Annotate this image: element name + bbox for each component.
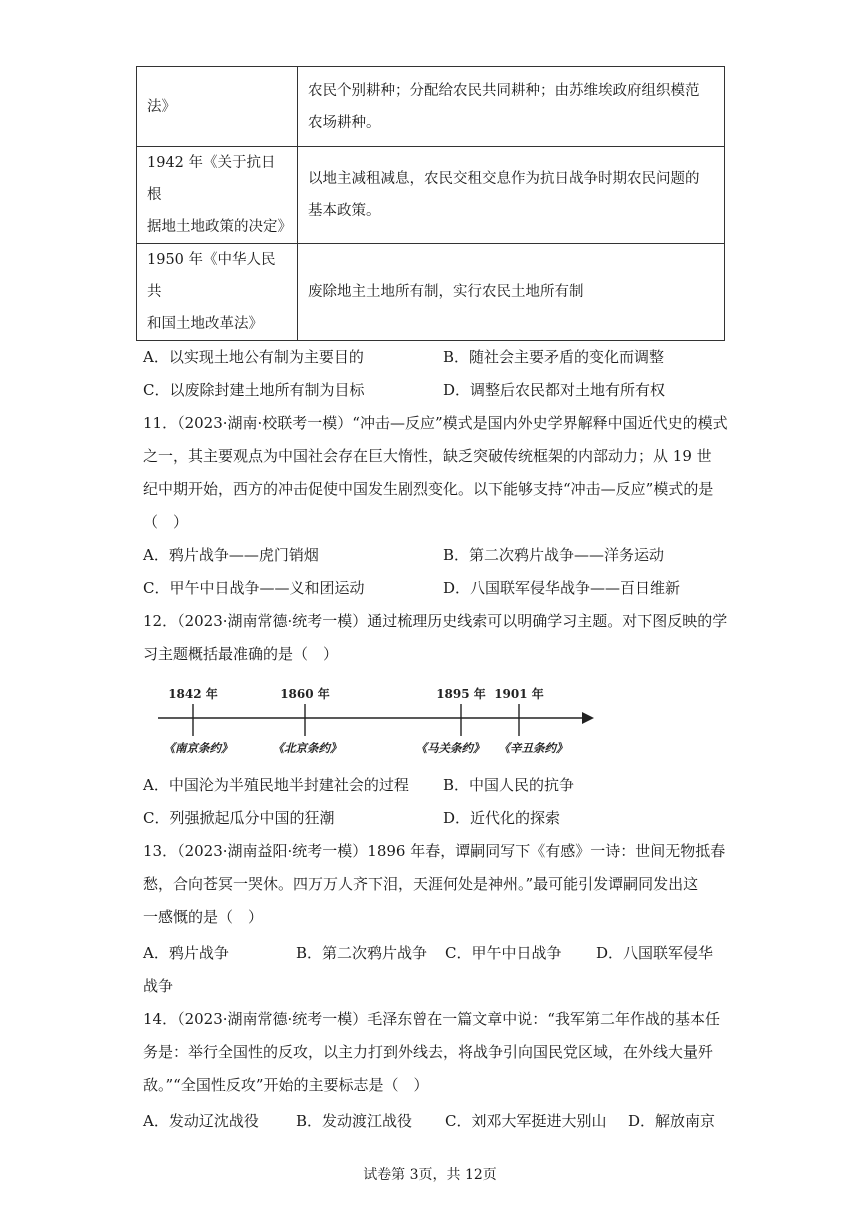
q10-option-c[interactable]: C．以废除封建土地所有制为目标 — [143, 381, 365, 399]
q11-option-c[interactable]: C．甲午中日战争——义和团运动 — [143, 579, 365, 597]
q13-option-a[interactable]: A．鸦片战争 — [143, 944, 229, 962]
timeline-treaty-label: 《马关条约》 — [415, 741, 485, 755]
q11-option-d[interactable]: D．八国联军侵华战争——百日维新 — [443, 579, 681, 597]
q12-option-d[interactable]: D．近代化的探索 — [443, 809, 561, 827]
table-row — [137, 147, 725, 244]
q13-stem: 愁，合向苍冥一哭休。四万万人齐下泪，天涯何处是神州。”最可能引发谭嗣同发出这 — [143, 875, 699, 893]
q11-option-b[interactable]: B．第二次鸦片战争——洋务运动 — [443, 546, 665, 564]
page-footer: 试卷第 3页，共 12页 — [363, 1167, 497, 1183]
q14-option-c[interactable]: C．刘邓大军挺进大别山 — [445, 1112, 607, 1130]
q14-stem: 14．（2023·湖南常德·统考一模）毛泽东曾在一篇文章中说：“我军第二年作战的基本任 — [143, 1010, 720, 1028]
q10-option-b[interactable]: B．随社会主要矛盾的变化而调整 — [443, 348, 665, 366]
q10-option-a[interactable]: A．以实现土地公有制为主要目的 — [143, 348, 364, 366]
q14-option-d[interactable]: D．解放南京 — [628, 1112, 716, 1130]
q13-option-d[interactable]: D．八国联军侵华 — [596, 944, 714, 962]
q11-option-a[interactable]: A．鸦片战争——虎门销烟 — [143, 546, 319, 564]
arrow-head-icon — [582, 712, 594, 724]
table-cell-content — [298, 147, 725, 244]
table-cell-content — [298, 244, 725, 341]
timeline-treaty-label: 《北京条约》 — [272, 741, 342, 755]
timeline-year-label: 1860 年 — [280, 687, 330, 701]
timeline-treaty-label: 《南京条约》 — [163, 741, 233, 755]
q13-option-d-wrap: 战争 — [143, 977, 174, 995]
timeline-treaty-label: 《辛丑条约》 — [498, 741, 568, 755]
table-row — [137, 244, 725, 341]
q14-option-a[interactable]: A．发动辽沈战役 — [143, 1112, 259, 1130]
cell-text: 1950 年《中华人民共 — [147, 252, 276, 300]
cell-text: 农场耕种。 — [308, 114, 381, 131]
q14-option-b[interactable]: B．发动渡江战役 — [296, 1112, 413, 1130]
q14-stem: 务是：举行全国性的反攻，以主力打到外线去，将战争引向国民党区域，在外线大量歼 — [143, 1043, 714, 1061]
q12-option-b[interactable]: B．中国人民的抗争 — [443, 776, 575, 794]
timeline-year-label: 1895 年 — [436, 687, 486, 701]
q12-stem: 习主题概括最准确的是（ ） — [143, 645, 339, 663]
cell-text: 基本政策。 — [308, 203, 381, 219]
q14-stem: 敌。”“全国性反攻”开始的主要标志是（ ） — [143, 1076, 429, 1094]
table-cell-law — [137, 147, 298, 244]
cell-text: 废除地主土地所有制，实行农民土地所有制 — [308, 284, 584, 300]
table-row — [137, 67, 725, 147]
q11-stem: 之一，其主要观点为中国社会存在巨大惰性，缺乏突破传统框架的内部动力；从 19 世 — [143, 447, 712, 465]
cell-text: 以地主减租减息，农民交租交息作为抗日战争时期农民问题的 — [308, 171, 700, 187]
cell-text: 法》 — [147, 98, 176, 115]
policy-table — [136, 66, 725, 341]
cell-text: 据地土地政策的决定》 — [147, 219, 292, 235]
q12-stem: 12．（2023·湖南常德·统考一模）通过梳理历史线索可以明确学习主题。对下图反映的学 — [143, 612, 728, 630]
q13-option-c[interactable]: C．甲午中日战争 — [445, 944, 562, 962]
q10-option-d[interactable]: D．调整后农民都对土地有所有权 — [443, 381, 666, 399]
timeline-year-label: 1901 年 — [494, 687, 544, 701]
q11-stem: 纪中期开始，西方的冲击促使中国发生剧烈变化。以下能够支持“冲击—反应”模式的是 — [143, 480, 714, 498]
q13-stem: 一感慨的是（ ） — [143, 908, 264, 926]
cell-text: 1942 年《关于抗日根 — [147, 155, 276, 203]
cell-text: 农民个别耕种；分配给农民共同耕种；由苏维埃政府组织模范 — [308, 82, 700, 99]
table-cell-content — [298, 67, 725, 147]
cell-text: 和国土地改革法》 — [147, 316, 263, 332]
table-cell-law — [137, 67, 298, 147]
timeline-year-label: 1842 年 — [168, 687, 218, 701]
table-cell-law — [137, 244, 298, 341]
q12-option-a[interactable]: A．中国沦为半殖民地半封建社会的过程 — [143, 776, 409, 794]
q13-option-b[interactable]: B．第二次鸦片战争 — [296, 944, 428, 962]
q11-answer-blank: （ ） — [143, 513, 189, 531]
q11-stem: 11．（2023·湖南·校联考一模）“冲击—反应”模式是国内外史学界解释中国近代史的模式 — [143, 414, 728, 432]
q13-stem: 13．（2023·湖南益阳·统考一模）1896 年春，谭嗣同写下《有感》一诗：世间无物抵春 — [143, 842, 726, 860]
timeline-figure — [150, 680, 600, 760]
q12-option-c[interactable]: C．列强掀起瓜分中国的狂潮 — [143, 809, 335, 827]
